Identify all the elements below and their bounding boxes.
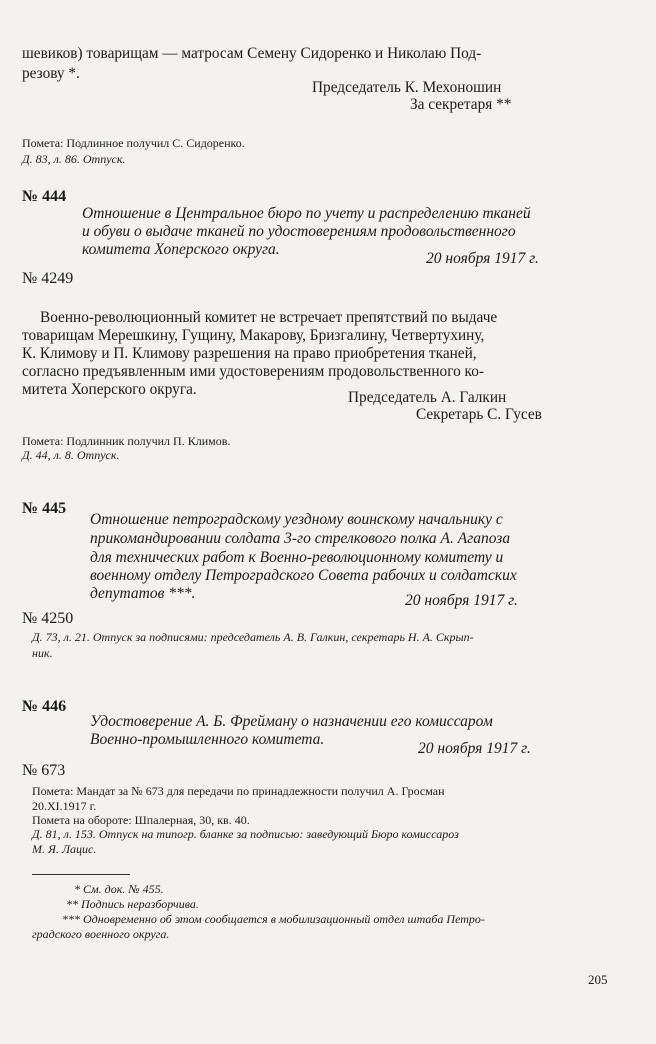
archive-note: М. Я. Лацис. bbox=[32, 842, 97, 856]
footnote: *** Одновременно об этом сообщается в мобилизационный отдел штаба Петро- bbox=[62, 912, 485, 926]
archive-note: Помета: Подлинное получил С. Сидоренко. bbox=[22, 136, 245, 150]
document-heading: военному отделу Петроградского Совета рабочих и солдатских bbox=[90, 567, 517, 584]
document-date: 20 ноября 1917 г. bbox=[405, 592, 518, 609]
document-date: 20 ноября 1917 г. bbox=[418, 740, 531, 757]
archive-note: Д. 73, л. 21. Отпуск за подписями: председатель А. В. Галкин, секретарь Н. А. Скрып- bbox=[32, 630, 474, 644]
archive-note: Помета на обороте: Шпалерная, 30, кв. 40. bbox=[32, 813, 250, 827]
footnote: градского военного округа. bbox=[32, 927, 170, 941]
document-heading: и обуви о выдаче тканей по удостоверениям продовольственного bbox=[82, 223, 516, 240]
archive-note: Д. 44, л. 8. Отпуск. bbox=[22, 448, 120, 462]
footnote: * См. док. № 455. bbox=[74, 882, 164, 896]
signature-secretary: Секретарь С. Гусев bbox=[416, 406, 542, 423]
archive-note: Помета: Мандат за № 673 для передачи по принадлежности получил А. Гросман bbox=[32, 784, 445, 798]
page-number: 205 bbox=[588, 972, 608, 987]
body-line: товарищам Мерешкину, Гущину, Макарову, Бризгалину, Четвертухину, bbox=[22, 327, 485, 344]
document-heading: для технических работ к Военно-революционному комитету и bbox=[90, 549, 504, 566]
archive-note: Д. 83, л. 86. Отпуск. bbox=[22, 152, 126, 166]
document-heading: комитета Хоперского округа. bbox=[82, 241, 280, 258]
registration-number: № 4250 bbox=[22, 610, 74, 627]
signature-chairman: Председатель А. Галкин bbox=[348, 389, 507, 406]
footnote-divider bbox=[32, 874, 130, 875]
document-heading: Удостоверение А. Б. Фрейману о назначении его комиссаром bbox=[90, 713, 493, 730]
archive-note: ник. bbox=[32, 646, 53, 660]
document-heading: Отношение в Центральное бюро по учету и распределению тканей bbox=[82, 205, 531, 222]
signature-secretary: За секретаря ** bbox=[410, 96, 512, 113]
document-heading: Военно-промышленного комитета. bbox=[90, 731, 325, 748]
body-line: шевиков) товарищам — матросам Семену Сидоренко и Николаю Под- bbox=[22, 45, 482, 62]
document-number: № 446 bbox=[22, 698, 67, 715]
signature-chairman: Председатель К. Мехоношин bbox=[312, 79, 502, 96]
archive-note: Д. 81, л. 153. Отпуск на типогр. бланке за подписью: заведующий Бюро комиссароз bbox=[32, 827, 459, 841]
body-line: согласно предъявленным ими удостоверениям продовольственного ко- bbox=[22, 363, 484, 380]
document-heading: прикомандировании солдата 3-го стрелкового полка А. Агапоза bbox=[90, 530, 511, 547]
body-line: резову *. bbox=[22, 65, 80, 82]
body-line: Военно-революционный комитет не встречает препятствий по выдаче bbox=[40, 309, 498, 326]
footnote: ** Подпись неразборчива. bbox=[66, 897, 199, 911]
document-heading: депутатов ***. bbox=[90, 585, 196, 602]
registration-number: № 673 bbox=[22, 762, 66, 779]
body-line: митета Хоперского округа. bbox=[22, 381, 197, 398]
body-line: К. Климову и П. Климову разрешения на право приобретения тканей, bbox=[22, 345, 477, 362]
archive-note: 20.XI.1917 г. bbox=[32, 799, 97, 813]
registration-number: № 4249 bbox=[22, 270, 74, 287]
document-number: № 445 bbox=[22, 500, 67, 517]
document-number: № 444 bbox=[22, 188, 67, 205]
document-heading: Отношение петроградскому уездному воинскому начальнику с bbox=[90, 511, 503, 528]
document-date: 20 ноября 1917 г. bbox=[426, 250, 539, 267]
archive-note: Помета: Подлинник получил П. Климов. bbox=[22, 434, 231, 448]
